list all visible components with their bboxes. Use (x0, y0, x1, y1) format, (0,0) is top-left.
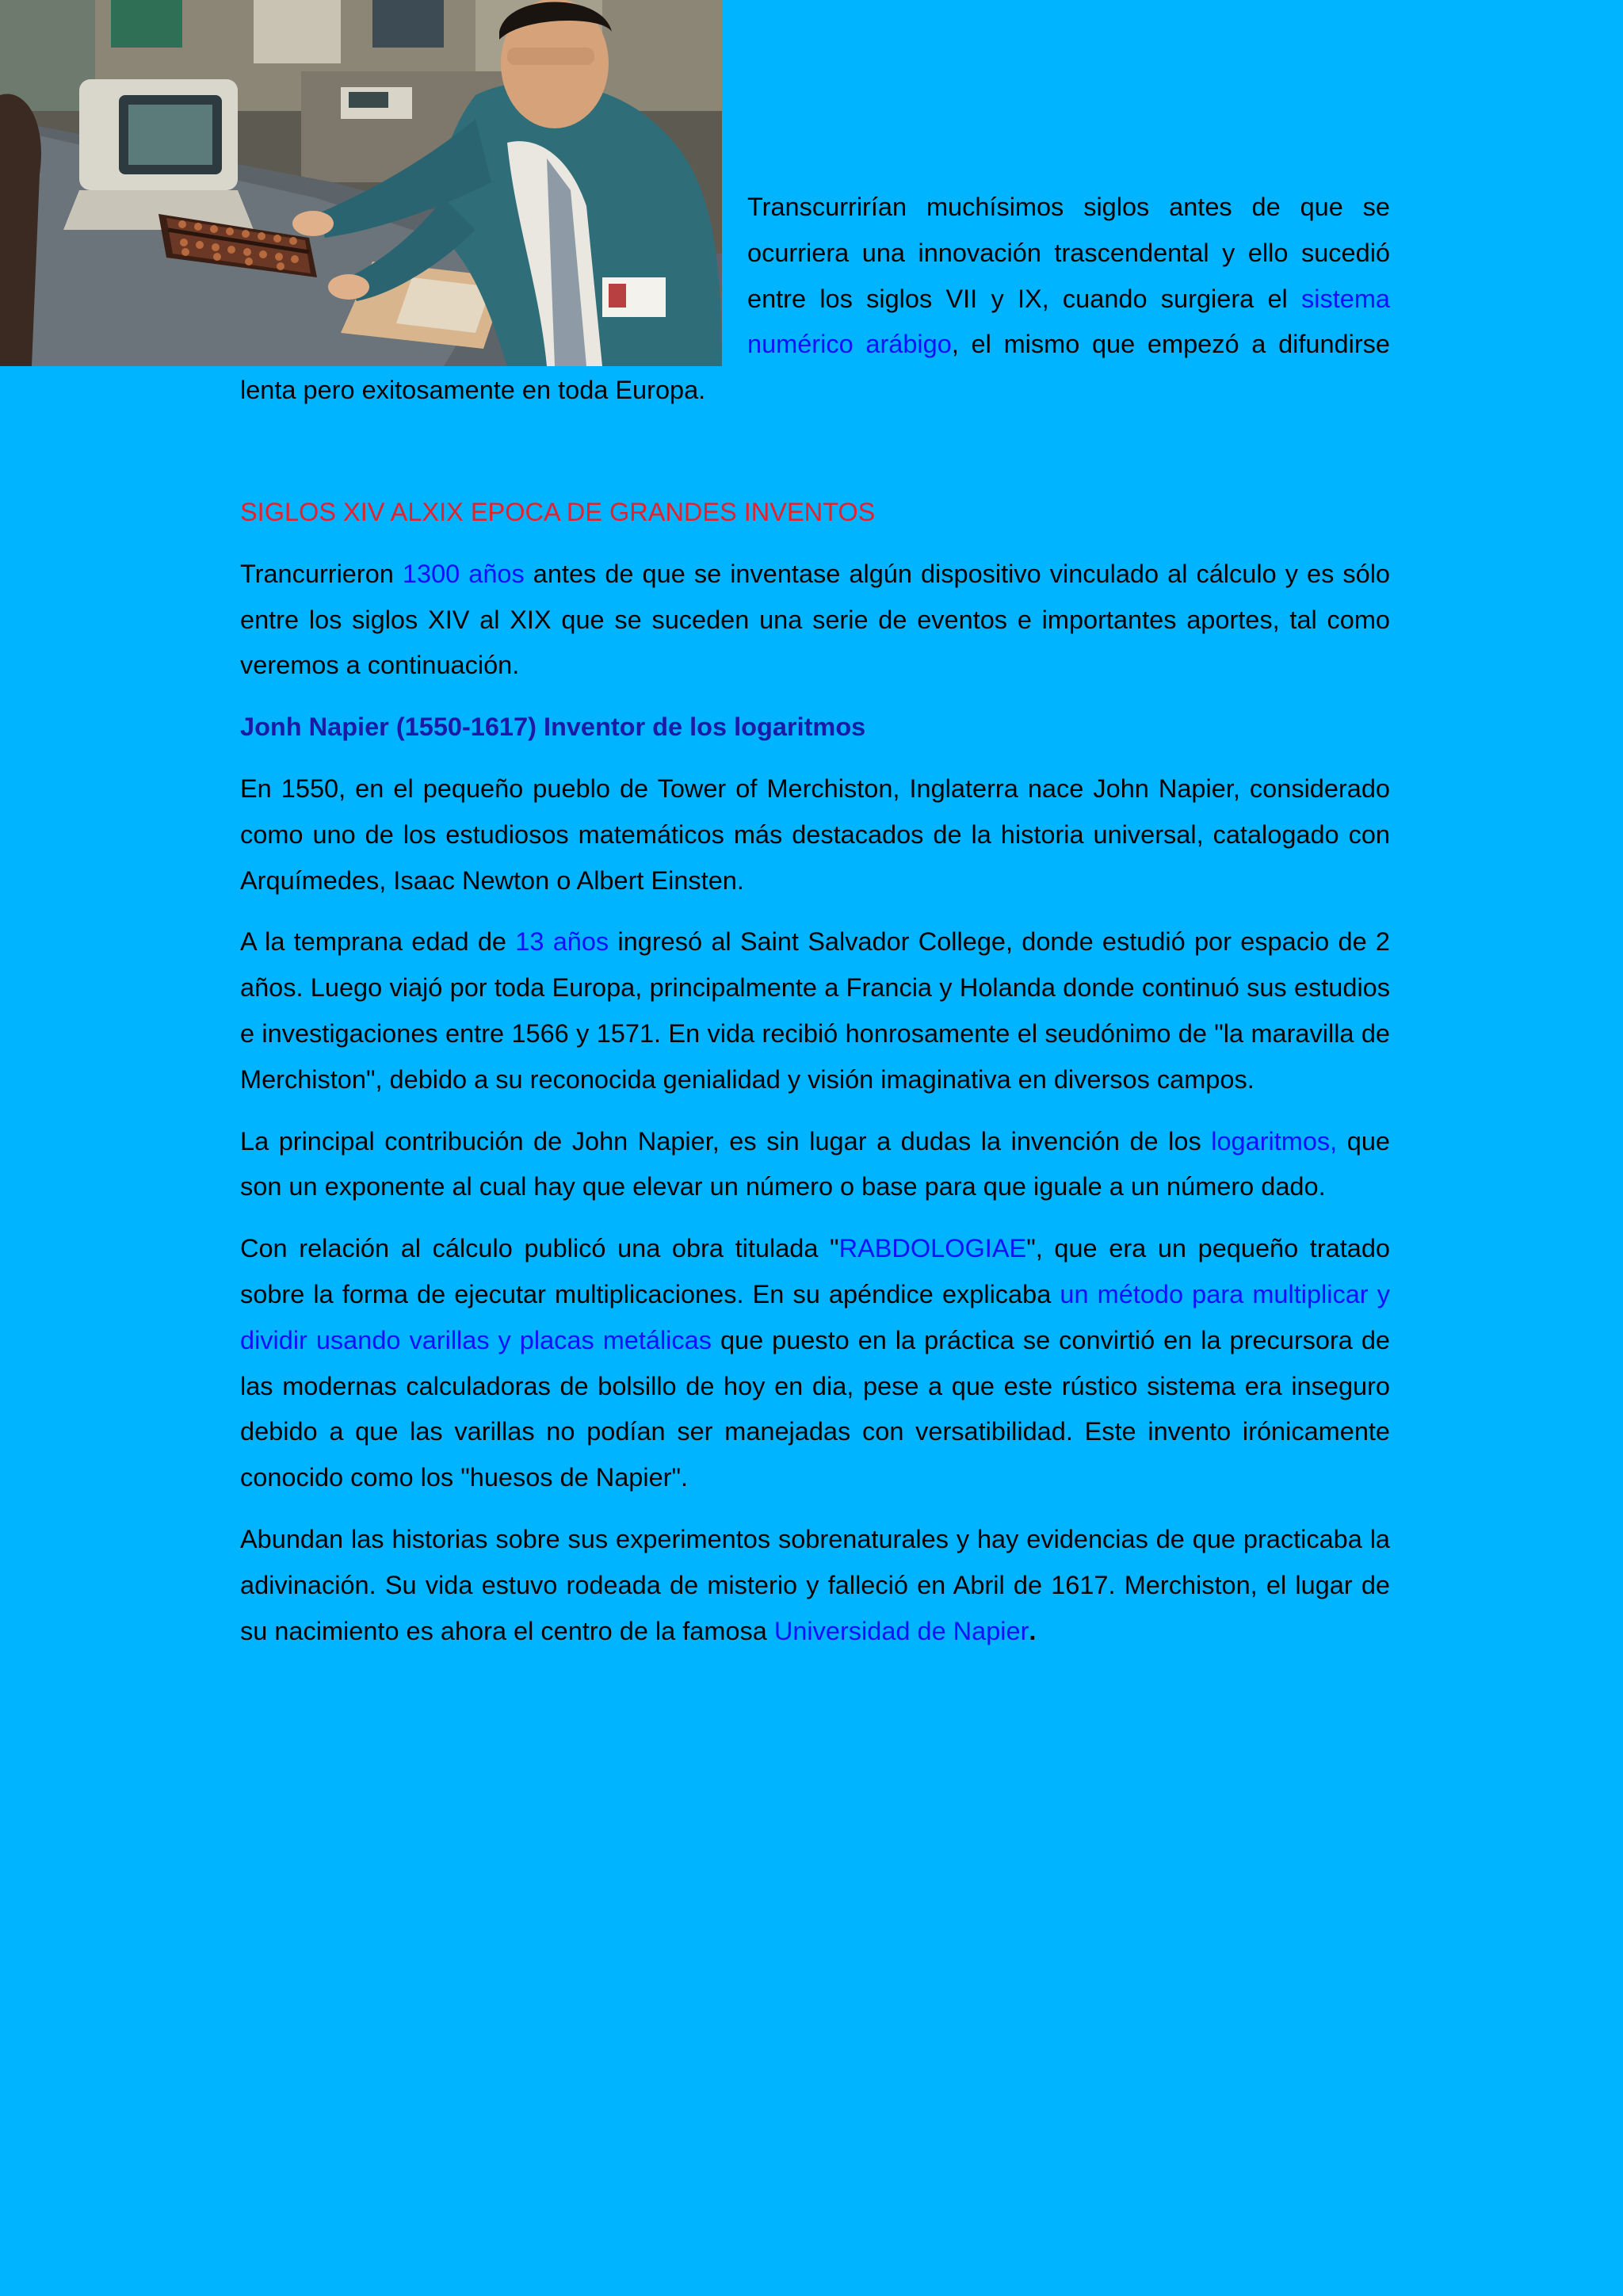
paragraph-napier-studies (240, 919, 1390, 1102)
link-metodo-varillas[interactable]: un método para multiplicar y dividir usando varillas y placas metálicas (240, 1279, 1391, 1354)
p6-text-before: Abundan las historias sobre sus experimentos sobrenaturales y hay evidencias de que practicaba la adivinación. Su vida estuvo rodeada de misterio y falleció en Abril de 1617. Merchiston, el lugar de su nacimiento es ahora el centro de la famosa (240, 1524, 1390, 1645)
intro-paragraph (240, 185, 1390, 414)
p4-text-before: La principal contribución de John Napier, es sin lugar a dudas la invención de los (240, 1126, 1212, 1156)
link-logaritmos[interactable]: logaritmos, (1211, 1126, 1338, 1156)
p5-text-middle: ", que era un pequeño tratado sobre la forma de ejecutar multiplicaciones. En su apéndice explicaba (240, 1234, 1390, 1308)
p5-text-before: Con relación al cálculo publicó una obra titulada " (240, 1234, 839, 1263)
napier-heading: Jonh Napier (1550-1617) Inventor de los logaritmos (240, 712, 866, 742)
link-rabdologiae[interactable]: RABDOLOGIAE (838, 1234, 1027, 1263)
intro-text-before: Transcurrirían muchísimos siglos antes de que se ocurriera una innovación trascendental y ello sucedió entre los siglos VII y IX, cuando surgiera el (747, 193, 1390, 313)
p4-text-after: que son un exponente al cual hay que elevar un número o base para que iguale a un número dado. (240, 1126, 1390, 1201)
paragraph-historias (240, 1517, 1390, 1654)
image-wrap-spacer (240, 185, 747, 368)
link-sistema-numerico-arabigo[interactable]: sistema numérico arábigo (747, 284, 1390, 359)
intro-text-after: , el mismo que empezó a difundirse lenta pero exitosamente en toda Europa. (240, 330, 1390, 405)
section-title: SIGLOS XIV ALXIX EPOCA DE GRANDES INVENTOS (240, 498, 876, 526)
link-universidad-de-napier[interactable]: Universidad de Napier (773, 1616, 1029, 1645)
main-content (240, 490, 1390, 1670)
p1-text-after: antes de que se inventase algún dispositivo vinculado al cálculo y es sólo entre los siglos XIV al XIX que se suceden una serie de eventos e importantes aportes, tal como veremos a continuación. (240, 559, 1390, 680)
paragraph-rabdologiae (240, 1226, 1390, 1501)
link-13-anos[interactable]: 13 años (515, 927, 609, 957)
link-1300-anos[interactable]: 1300 años (402, 559, 525, 588)
paragraph-logaritmos (240, 1119, 1390, 1211)
p6-text-after: . (1029, 1616, 1037, 1645)
p3-text-before: A la temprana edad de (240, 927, 516, 957)
paragraph-1300-anos (240, 552, 1390, 689)
p1-text-before: Trancurrieron (240, 559, 403, 588)
p5-text-after: que puesto en la práctica se convirtió en la precursora de las modernas calculadoras de bolsillo de hoy en dia, pese a que este rústico sistema era inseguro debido a que las varillas no podían ser manejadas con versatibilidad. Este invento irónicamente conocido como los "huesos de Napier". (240, 1325, 1390, 1492)
paragraph-napier-birth: En 1550, en el pequeño pueblo de Tower of Merchiston, Inglaterra nace John Napier, considerado como uno de los estudiosos matemáticos más destacados de la historia universal, catalogado con Arquímedes, Isaac Newton o Albert Einsten. (240, 774, 1390, 895)
p3-text-after: ingresó al Saint Salvador College, donde estudió por espacio de 2 años. Luego viajó por toda Europa, principalmente a Francia y Holanda donde continuó sus estudios e investigaciones entre 1566 y 1571. En vida recibió honrosamente el seudónimo de "la maravilla de Merchiston", debido a su reconocida genialidad y visión imaginativa en diversos campos. (240, 927, 1391, 1094)
